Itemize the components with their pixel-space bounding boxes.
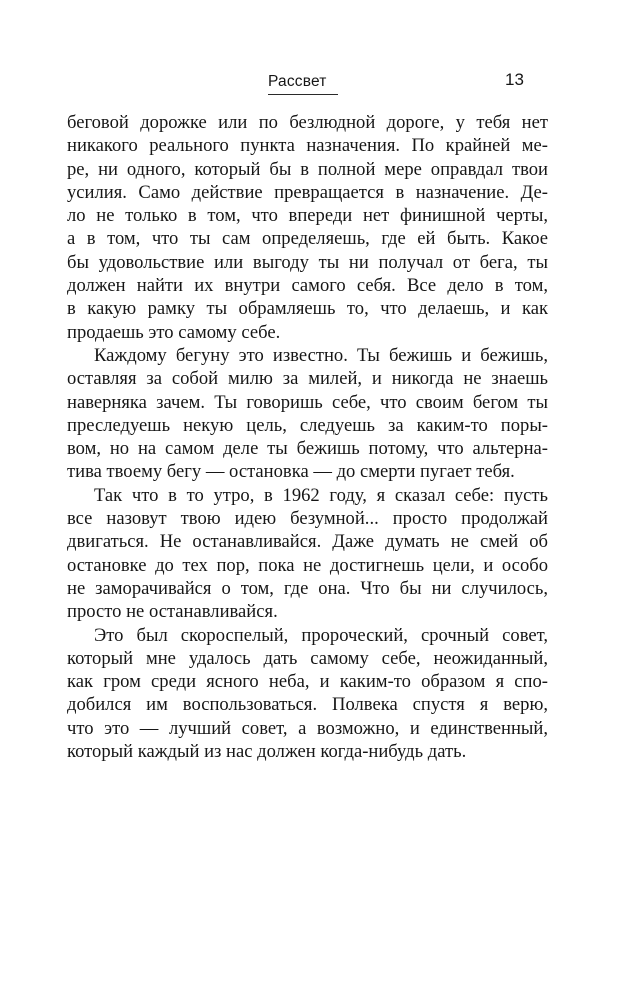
text-line: должен найти их внутри самого себя. Все дело в том, [67, 275, 548, 297]
running-head-title: Рассвет [268, 72, 338, 95]
text-line: добился им воспользоваться. Полвека спустя я верю, [67, 694, 548, 716]
text-line: продаешь это самому себе. [67, 321, 281, 343]
text-line: усилия. Само действие превращается в назначение. Де- [67, 181, 548, 203]
text-line: преследуешь некую цель, следуешь за каким-то поры- [67, 414, 548, 436]
text-line: наверняка зачем. Ты говоришь себе, что своим бегом ты [67, 391, 548, 413]
paragraph-2 [67, 344, 548, 484]
page-number: 13 [505, 70, 524, 89]
paragraph-4 [67, 624, 548, 764]
text-line: а в том, что ты сам определяешь, где ей быть. Какое [67, 228, 548, 250]
text-line: оставляя за собой милю за милей, и никогда не знаешь [67, 368, 548, 390]
text-line: бы удовольствие или выгоду ты ни получал от бега, ты [67, 251, 548, 273]
body-text [67, 111, 548, 763]
text-line: тива твоему бегу — остановка — до смерти пугает тебя. [67, 461, 515, 483]
text-line: Так что в то утро, в 1962 году, я сказал себе: пусть [94, 484, 548, 506]
text-line: никакого реального пункта назначения. По крайней ме- [67, 135, 548, 157]
paragraph-1 [67, 111, 548, 344]
paragraph-3 [67, 484, 548, 624]
text-line: вом, но на самом деле ты бежишь потому, что альтерна- [67, 438, 548, 460]
text-line: двигаться. Не останавливайся. Даже думать не смей об [67, 531, 548, 553]
text-line: ло не только в том, что впереди нет финишной черты, [67, 205, 548, 227]
text-line: Это был скороспелый, пророческий, срочный совет, [94, 624, 548, 646]
text-line: просто не останавливайся. [67, 601, 278, 623]
text-line: что это — лучший совет, а возможно, и единственный, [67, 717, 548, 739]
text-line: который мне удалось дать самому себе, неожиданный, [67, 647, 548, 669]
text-line: остановке до тех пор, пока не достигнешь цели, и особо [67, 554, 548, 576]
text-line: Каждому бегуну это известно. Ты бежишь и бежишь, [94, 344, 548, 366]
text-line: как гром среди ясного неба, и каким-то образом я спо- [67, 671, 548, 693]
text-line: не заморачивайся о том, где она. Что бы ни случилось, [67, 577, 548, 599]
text-line: ре, ни одного, который бы в полной мере оправдал твои [67, 158, 548, 180]
text-line: который каждый из нас должен когда-нибудь дать. [67, 741, 467, 763]
text-line: беговой дорожке или по безлюдной дороге, у тебя нет [67, 112, 548, 133]
text-line: в какую рамку ты обрамляешь то, что делаешь, и как [67, 298, 548, 320]
text-line: все назовут твою идею безумной... просто продолжай [67, 508, 548, 530]
